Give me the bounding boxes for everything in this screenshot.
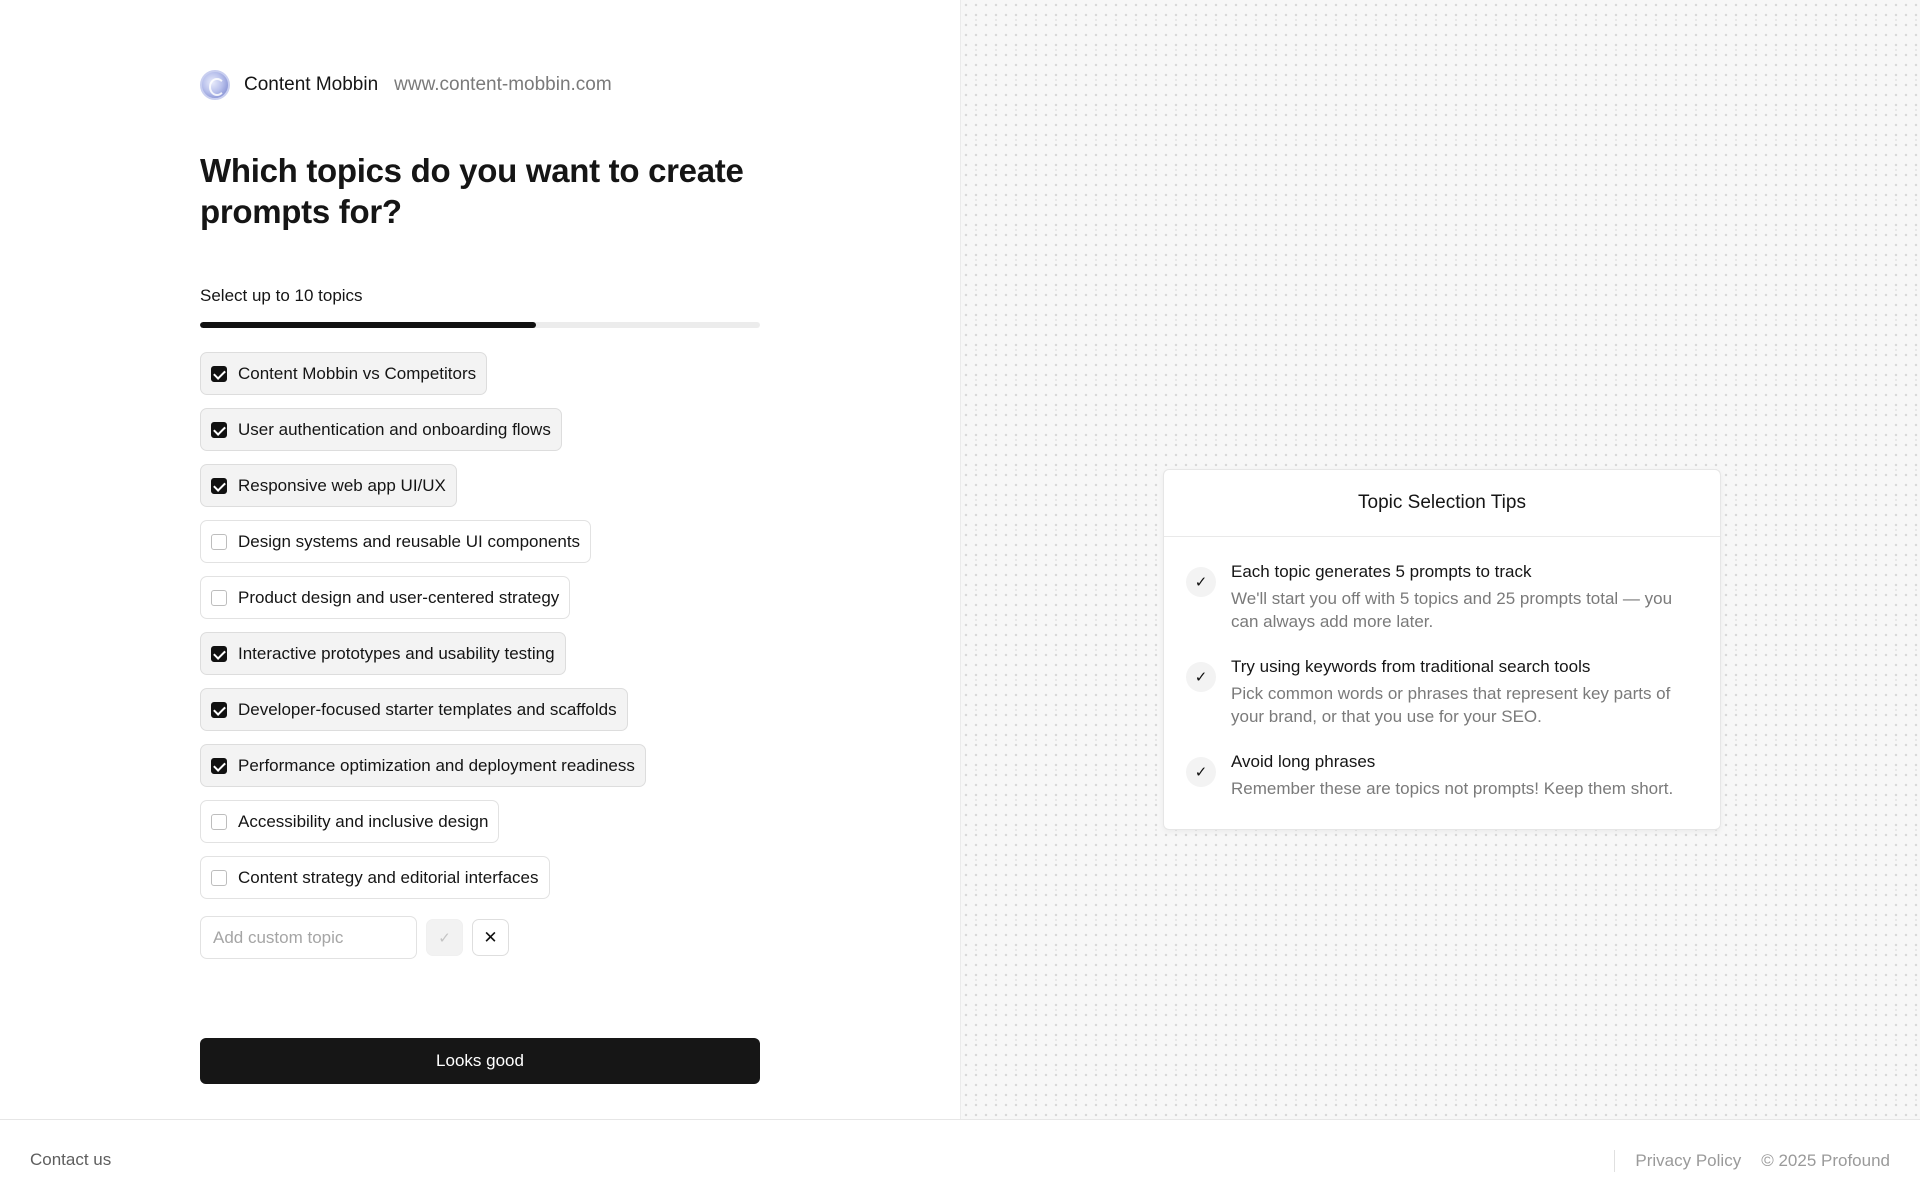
topic-row (200, 464, 800, 520)
tip-title: Each topic generates 5 prompts to track (1231, 562, 1532, 581)
tip-item (1186, 656, 1701, 728)
topic-label: Product design and user-centered strategy (238, 587, 560, 607)
topic-label: Performance optimization and deployment readiness (238, 755, 635, 775)
topic-option[interactable] (200, 408, 562, 451)
check-icon: ✓ (1186, 757, 1216, 787)
cancel-custom-topic-button[interactable] (472, 919, 509, 956)
topic-row (200, 352, 800, 408)
custom-topic-row (200, 916, 509, 959)
check-icon: ✓ (438, 929, 451, 947)
confirm-custom-topic-button[interactable] (426, 919, 463, 956)
topic-option[interactable] (200, 688, 628, 731)
topic-selection-panel (0, 0, 960, 1119)
topic-checkbox[interactable] (211, 646, 227, 662)
topic-label: Content strategy and editorial interfaces (238, 867, 539, 887)
looks-good-button[interactable]: Looks good (200, 1038, 760, 1084)
topic-row (200, 520, 800, 576)
topic-label: User authentication and onboarding flows (238, 419, 551, 439)
custom-topic-input[interactable] (200, 916, 417, 959)
topic-list (200, 352, 800, 912)
topic-row (200, 800, 800, 856)
topic-row (200, 688, 800, 744)
tip-item (1186, 751, 1701, 800)
topic-option[interactable] (200, 744, 646, 787)
check-icon: ✓ (1186, 567, 1216, 597)
topic-option[interactable] (200, 856, 550, 899)
topic-checkbox[interactable] (211, 870, 227, 886)
topic-checkbox[interactable] (211, 534, 227, 550)
copyright-text: © 2025 Profound (1761, 1151, 1890, 1170)
topic-option[interactable] (200, 800, 499, 843)
topic-option[interactable] (200, 632, 566, 675)
tips-panel (960, 0, 1920, 1119)
footer-right (1614, 1150, 1890, 1172)
tip-item (1186, 561, 1701, 633)
check-icon: ✓ (1186, 662, 1216, 692)
topic-checkbox[interactable] (211, 422, 227, 438)
topic-row (200, 632, 800, 688)
topic-row (200, 744, 800, 800)
brand-logo-icon (200, 70, 230, 100)
topic-label: Developer-focused starter templates and scaffolds (238, 699, 617, 719)
topic-row (200, 576, 800, 632)
topic-label: Design systems and reusable UI components (238, 531, 581, 551)
brand-name: Content Mobbin (244, 74, 379, 95)
topic-checkbox[interactable] (211, 366, 227, 382)
tip-description: Pick common words or phrases that represent key parts of your brand, or that you use for your SEO. (1231, 684, 1671, 726)
selection-progress-fill (200, 322, 536, 328)
page-title: Which topics do you want to create prompts for? (200, 152, 744, 230)
selection-limit-label: Select up to 10 topics (200, 286, 363, 305)
topic-label: Accessibility and inclusive design (238, 811, 489, 831)
tip-description: We'll start you off with 5 topics and 25 prompts total — you can always add more later. (1231, 589, 1673, 631)
footer-divider (1614, 1150, 1615, 1172)
tip-title: Try using keywords from traditional search tools (1231, 657, 1591, 676)
brand-url: www.content-mobbin.com (394, 74, 612, 95)
contact-us-link[interactable]: Contact us (30, 1150, 112, 1169)
tips-card (1163, 469, 1721, 830)
topic-checkbox[interactable] (211, 478, 227, 494)
topic-label: Interactive prototypes and usability testing (238, 643, 555, 663)
tips-title: Topic Selection Tips (1164, 470, 1720, 537)
topic-label: Content Mobbin vs Competitors (238, 363, 477, 383)
topic-checkbox[interactable] (211, 702, 227, 718)
brand-header (200, 70, 612, 100)
topic-row (200, 408, 800, 464)
topic-checkbox[interactable] (211, 758, 227, 774)
topic-checkbox[interactable] (211, 590, 227, 606)
topic-option[interactable] (200, 464, 457, 507)
topic-label: Responsive web app UI/UX (238, 475, 446, 495)
privacy-policy-link[interactable]: Privacy Policy (1635, 1151, 1742, 1170)
topic-option[interactable] (200, 576, 570, 619)
topic-checkbox[interactable] (211, 814, 227, 830)
tip-description: Remember these are topics not prompts! Keep them short. (1231, 779, 1674, 798)
close-icon: ✕ (483, 927, 498, 947)
tip-title: Avoid long phrases (1231, 752, 1376, 771)
topic-option[interactable] (200, 520, 591, 563)
footer (0, 1119, 1920, 1200)
topic-option[interactable] (200, 352, 487, 395)
topic-row (200, 856, 800, 912)
selection-progress-bar (200, 322, 760, 328)
